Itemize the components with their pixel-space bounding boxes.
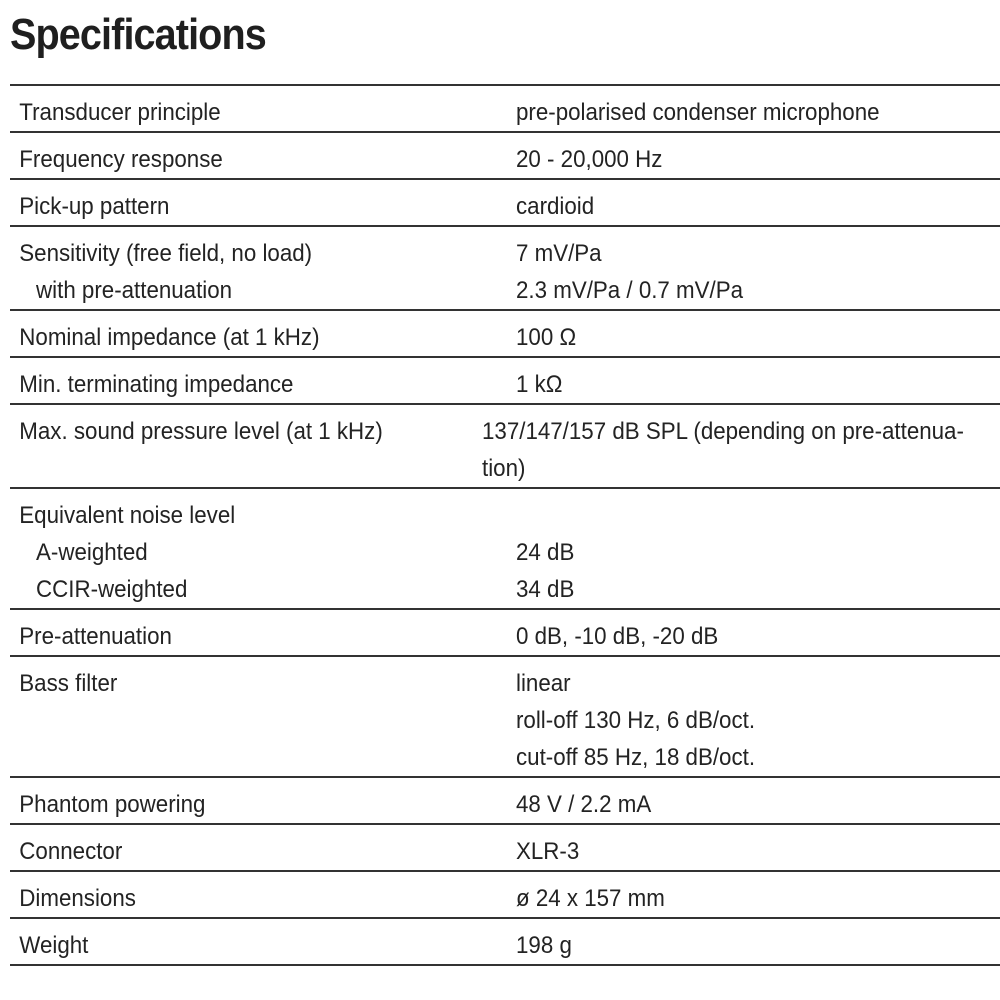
- spec-value: [516, 919, 966, 964]
- spec-label-line: Max. sound pressure level (at 1 kHz): [19, 418, 383, 445]
- spec-row: [10, 227, 1000, 311]
- spec-value-line: 2.3 mV/Pa / 0.7 mV/Pa: [516, 277, 744, 304]
- spec-label: [10, 133, 481, 178]
- spec-label-line: Nominal impedance (at 1 kHz): [19, 324, 320, 351]
- spec-value: [516, 778, 966, 823]
- spec-value-line: 48 V / 2.2 mA: [516, 791, 652, 818]
- spec-label: [10, 610, 481, 655]
- spec-value-line: pre-polarised condenser microphone: [516, 99, 880, 126]
- spec-row: [10, 489, 1000, 610]
- page-title: Specifications: [10, 10, 266, 59]
- spec-value-line: cardioid: [516, 193, 595, 220]
- spec-value: [516, 825, 966, 870]
- spec-row: [10, 657, 1000, 778]
- spec-value: [516, 610, 966, 655]
- spec-value-line: 0 dB, -10 dB, -20 dB: [516, 623, 719, 650]
- spec-value: [516, 180, 966, 225]
- spec-row: [10, 610, 1000, 657]
- spec-label: [10, 919, 481, 964]
- spec-label: [10, 489, 481, 608]
- spec-value: [516, 227, 966, 309]
- spec-value-line: linear: [516, 670, 571, 697]
- spec-label: [10, 825, 481, 870]
- spec-value-line: [516, 497, 966, 534]
- spec-label: [10, 358, 481, 403]
- spec-value-line: 24 dB: [516, 539, 575, 566]
- spec-label-line: Frequency response: [19, 146, 223, 173]
- spec-value: [516, 358, 966, 403]
- spec-label-line: Dimensions: [19, 885, 136, 912]
- spec-row: [10, 180, 1000, 227]
- spec-label-line: Transducer principle: [19, 99, 221, 126]
- spec-label-line: Equivalent noise level: [19, 502, 236, 529]
- spec-label-subline: CCIR-weighted: [36, 576, 188, 603]
- spec-value: [516, 133, 966, 178]
- spec-label: [10, 657, 481, 776]
- spec-label: [10, 405, 449, 487]
- spec-value-line: 20 - 20,000 Hz: [516, 146, 663, 173]
- spec-row: [10, 405, 1000, 489]
- spec-value: [516, 311, 966, 356]
- spec-label-line: Connector: [19, 838, 123, 865]
- spec-row: [10, 358, 1000, 405]
- spec-value-line: 7 mV/Pa: [516, 240, 602, 267]
- spec-row: [10, 86, 1000, 133]
- spec-value-line: 137/147/157 dB SPL (depending on pre-attenua-: [481, 418, 964, 445]
- spec-label-line: Pick-up pattern: [19, 193, 170, 220]
- spec-value-line: XLR-3: [516, 838, 580, 865]
- spec-label: [10, 180, 481, 225]
- spec-value-line: roll-off 130 Hz, 6 dB/oct.: [516, 707, 756, 734]
- spec-label-line: Min. terminating impedance: [19, 371, 294, 398]
- spec-value: [516, 86, 966, 131]
- spec-value: [482, 405, 964, 487]
- spec-value-line: 1 kΩ: [516, 371, 563, 398]
- spec-row: [10, 311, 1000, 358]
- spec-value-line: 198 g: [516, 932, 572, 959]
- spec-value-line: cut-off 85 Hz, 18 dB/oct.: [516, 744, 756, 771]
- spec-label-line: Phantom powering: [19, 791, 206, 818]
- spec-value: [516, 872, 966, 917]
- spec-value-line: 100 Ω: [516, 324, 577, 351]
- spec-label: [10, 311, 481, 356]
- spec-label-subline: with pre-attenuation: [36, 277, 233, 304]
- spec-value-line: ø 24 x 157 mm: [516, 885, 665, 912]
- spec-label: [10, 227, 481, 309]
- spec-label: [10, 778, 481, 823]
- spec-value: [516, 657, 966, 776]
- spec-row: [10, 778, 1000, 825]
- spec-label-line: Pre-attenuation: [19, 623, 172, 650]
- spec-label-line: Bass filter: [19, 670, 118, 697]
- spec-label: [10, 872, 481, 917]
- spec-label: [10, 86, 481, 131]
- spec-label-subline: A-weighted: [36, 539, 148, 566]
- spec-label-line: Sensitivity (free field, no load): [19, 240, 313, 267]
- spec-value-line: 34 dB: [516, 576, 575, 603]
- spec-row: [10, 825, 1000, 872]
- spec-label-line: Weight: [19, 932, 89, 959]
- spec-value-line: tion): [481, 455, 526, 482]
- spec-value: [516, 489, 966, 608]
- spec-row: [10, 919, 1000, 966]
- spec-row: [10, 872, 1000, 919]
- spec-row: [10, 133, 1000, 180]
- spec-table: [10, 84, 1000, 966]
